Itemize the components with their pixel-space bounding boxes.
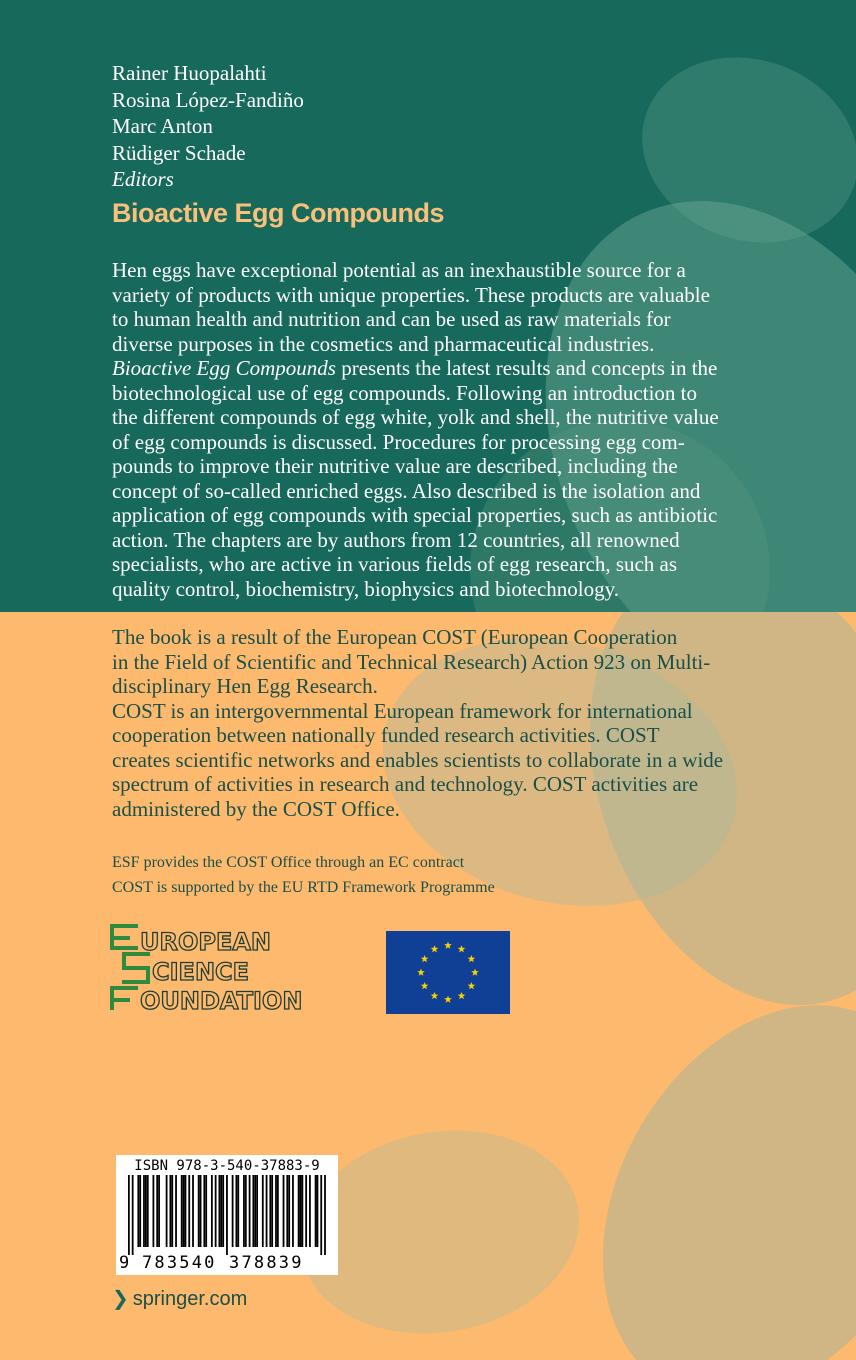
editors-role: Editors — [112, 167, 174, 191]
barcode-bar — [198, 1175, 200, 1247]
description-line: to human health and nutrition and can be used as raw materials for — [112, 307, 671, 331]
chevron-right-icon: ❯ — [112, 1288, 129, 1310]
cost-note: COST is supported by the EU RTD Framework Programme — [112, 879, 495, 896]
decorative-shape — [535, 945, 856, 1360]
barcode-bar — [128, 1175, 130, 1255]
description — [112, 258, 752, 601]
description-line: quality control, biochemistry, biophysics and biotechnology. — [112, 576, 620, 601]
springer-link[interactable] — [112, 1286, 247, 1311]
barcode-bar — [298, 1175, 300, 1247]
barcode-bar — [271, 1175, 273, 1247]
esf-line3: OUNDATION — [140, 987, 303, 1014]
cost-line: COST is an intergovernmental European framework for international — [112, 698, 693, 723]
barcode-bar — [324, 1175, 326, 1255]
barcode-bar — [175, 1175, 177, 1247]
description-line-rest: presents the latest results and concepts in the — [335, 356, 718, 380]
barcode-bar — [320, 1175, 322, 1255]
barcode-bar — [153, 1175, 155, 1247]
barcode-bar — [266, 1175, 268, 1247]
eu-flag — [386, 931, 510, 1014]
description-line: specialists, who are active in various fields of egg research, such as — [112, 552, 678, 576]
editor-name: Rainer Huopalahti — [112, 61, 267, 85]
barcode-bar — [220, 1175, 222, 1247]
barcode-bar — [245, 1175, 247, 1247]
barcode-bar — [222, 1175, 224, 1247]
description-line: biotechnological use of egg compounds. Following an introduction to — [112, 380, 697, 405]
title-reference: Bioactive Egg Compounds — [112, 356, 336, 380]
barcode-bar — [158, 1175, 160, 1247]
barcode-bar — [215, 1175, 217, 1247]
barcode-digit-groups: 783540 378839 — [142, 1253, 304, 1273]
barcode-bar — [219, 1175, 221, 1247]
isbn-label: ISBN 978-3-540-37883-9 — [134, 1158, 320, 1174]
cost-line: administered by the COST Office. — [112, 796, 400, 821]
barcode-bar — [288, 1175, 290, 1247]
description-line: diverse purposes in the cosmetics and pharmaceutical industries. — [112, 331, 655, 356]
cost-line: in the Field of Scientific and Technical Research) Action 923 on Multi- — [112, 649, 711, 674]
editor-name: Rosina López-Fandiño — [112, 87, 304, 112]
barcode-bar — [254, 1175, 256, 1247]
barcode — [116, 1155, 338, 1275]
book-title: Bioactive Egg Compounds — [112, 198, 445, 228]
springer-url: springer.com — [132, 1288, 248, 1310]
barcode-bar — [292, 1175, 294, 1247]
barcode-bars — [128, 1175, 326, 1255]
editors-block — [112, 60, 304, 193]
barcode-bar — [143, 1175, 145, 1247]
cost-line: spectrum of activities in research and technology. COST activities are — [112, 772, 699, 796]
barcode-bar — [137, 1175, 139, 1247]
barcode-bar — [203, 1175, 205, 1247]
barcode-bar — [145, 1175, 147, 1247]
cost-line: The book is a result of the European COST (European Cooperation — [112, 625, 678, 649]
barcode-bar — [269, 1175, 271, 1247]
barcode-bar — [275, 1175, 277, 1247]
esf-logo — [108, 918, 318, 1014]
barcode-bar — [183, 1175, 185, 1247]
barcode-bar — [237, 1175, 239, 1247]
barcode-bar — [171, 1175, 173, 1247]
description-line — [112, 356, 752, 381]
barcode-bar — [301, 1175, 303, 1247]
barcode-bar — [249, 1175, 251, 1247]
barcode-first-digit: 9 — [119, 1253, 130, 1273]
cost-text — [112, 625, 752, 821]
barcode-bar — [283, 1175, 285, 1247]
barcode-bar — [185, 1175, 187, 1247]
barcode-bar — [169, 1175, 171, 1247]
barcode-bar — [317, 1175, 319, 1247]
barcode-bar — [315, 1175, 317, 1247]
description-line: variety of products with unique properties. These products are valuable — [112, 282, 710, 307]
barcode-bar — [226, 1175, 228, 1255]
barcode-bar — [200, 1175, 202, 1247]
description-line: of egg compounds is discussed. Procedures for processing egg com- — [112, 429, 685, 454]
cost-line: cooperation between nationally funded research activities. COST — [112, 723, 660, 747]
description-line: concept of so-called enriched eggs. Also described is the isolation and — [112, 478, 701, 503]
description-line: application of egg compounds with special properties, such as antibiotic — [112, 503, 718, 527]
barcode-bar — [243, 1175, 245, 1247]
barcode-bar — [277, 1175, 279, 1247]
description-line: pounds to improve their nutritive value are described, including the — [112, 454, 678, 478]
barcode-bar — [232, 1175, 234, 1247]
description-line: Hen eggs have exceptional potential as an inexhaustible source for a — [112, 258, 686, 282]
cost-note: ESF provides the COST Office through an EC contract — [112, 854, 465, 871]
barcode-bar — [139, 1175, 141, 1247]
barcode-bar — [252, 1175, 254, 1247]
cost-notes — [112, 850, 495, 900]
barcode-bar — [192, 1175, 194, 1247]
esf-line1: UROPEAN — [140, 928, 272, 956]
cost-line: creates scientific networks and enables scientists to collaborate in a wide — [112, 747, 724, 772]
barcode-bar — [300, 1175, 302, 1247]
barcode-bar — [256, 1175, 258, 1247]
editor-name: Rüdiger Schade — [112, 140, 246, 165]
barcode-bar — [211, 1175, 213, 1247]
cost-line: disciplinary Hen Egg Research. — [112, 674, 378, 698]
top-panel — [0, 0, 856, 612]
barcode-bar — [286, 1175, 288, 1247]
barcode-bar — [262, 1175, 264, 1247]
barcode-bar — [166, 1175, 168, 1247]
barcode-bar — [147, 1175, 149, 1247]
barcode-bar — [205, 1175, 207, 1247]
barcode-bar — [181, 1175, 183, 1247]
esf-line2: CIENCE — [152, 958, 250, 986]
editor-name: Marc Anton — [112, 114, 213, 138]
description-line: action. The chapters are by authors from 12 countries, all renowned — [112, 527, 680, 552]
barcode-bar — [132, 1175, 134, 1255]
description-line: the different compounds of egg white, yolk and shell, the nutritive value — [112, 405, 719, 429]
barcode-bar — [305, 1175, 307, 1247]
barcode-bar — [188, 1175, 190, 1247]
barcode-bar — [235, 1175, 237, 1247]
barcode-bar — [309, 1175, 311, 1247]
barcode-bar — [156, 1175, 158, 1247]
